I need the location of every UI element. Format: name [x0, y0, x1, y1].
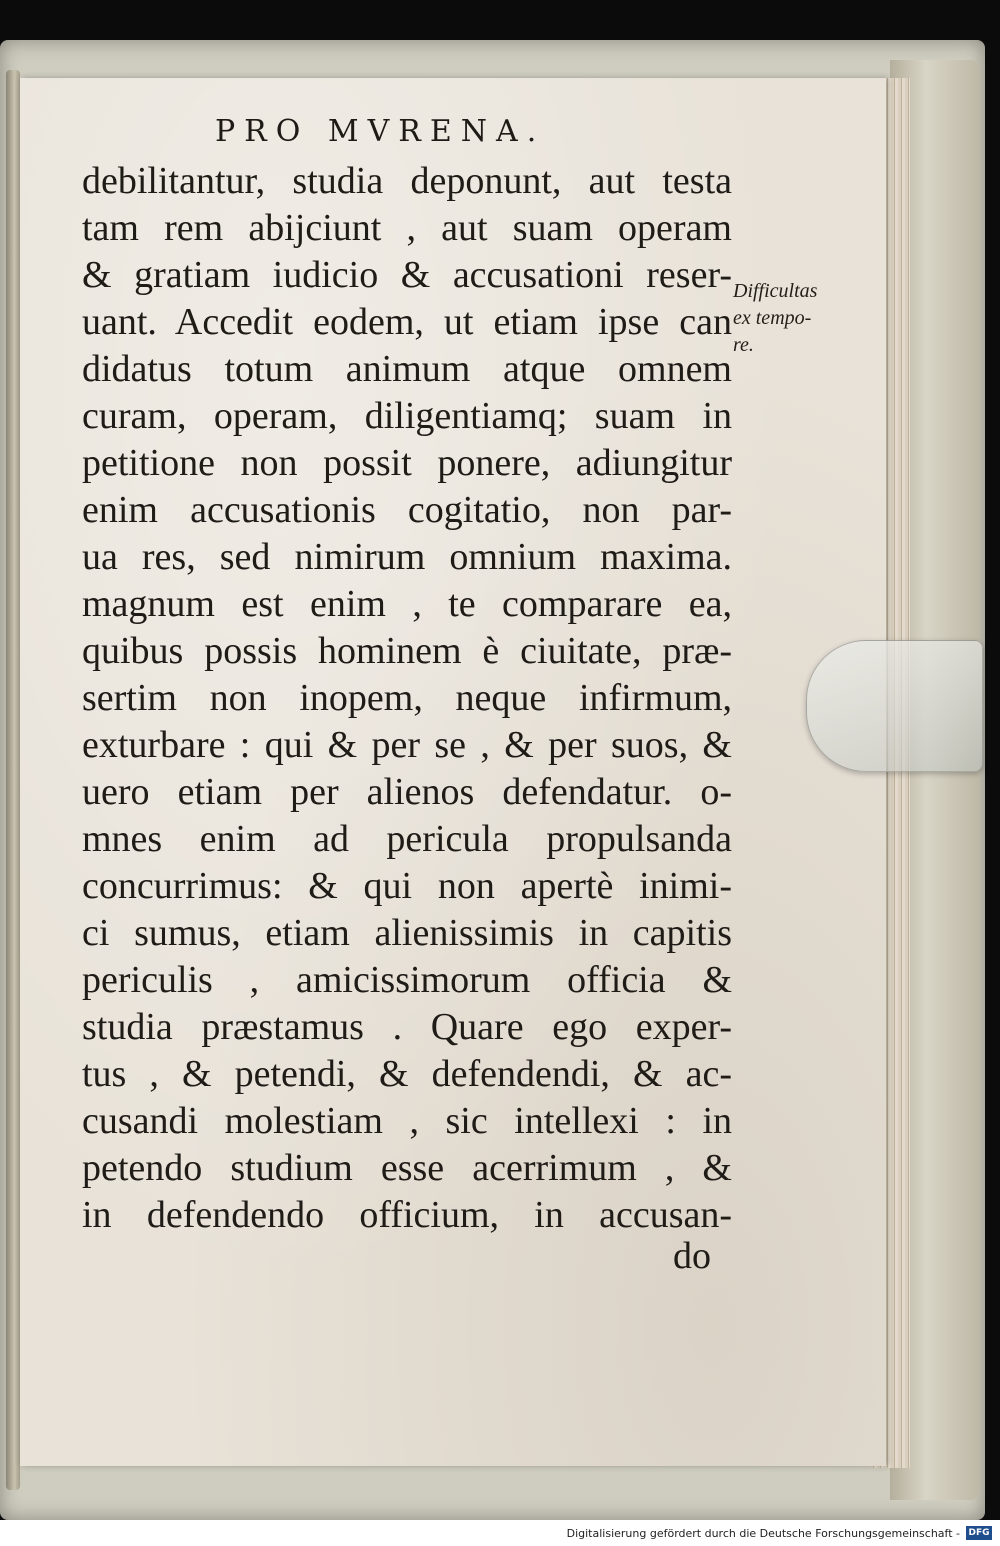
- text-line: ua res, sed nimirum omnium maxima.: [82, 536, 732, 578]
- text-line: didatus totum animum atque omnem: [82, 348, 732, 390]
- footer-bar: [0, 1520, 1000, 1546]
- text-line: magnum est enim , te comparare ea,: [82, 583, 732, 625]
- text-line: petitione non possit ponere, adiungitur: [82, 442, 732, 484]
- text-line: petendo studium esse acerrimum , &: [82, 1147, 732, 1189]
- running-head: PRO MVRENA.: [215, 114, 546, 149]
- text-line: in defendendo officium, in accusan-: [82, 1194, 732, 1236]
- body-text: [82, 158, 732, 1239]
- text-line: concurrimus: & qui non apertè inimi-: [82, 865, 732, 907]
- text-line: enim accusationis cogitatio, non par-: [82, 489, 732, 531]
- text-line: uero etiam per alienos defendatur. o-: [82, 771, 732, 813]
- text-line: debilitantur, studia deponunt, aut testa: [82, 160, 732, 202]
- footer-credit: Digitalisierung gefördert durch die Deutsche Forschungsgemeinschaft -: [566, 1527, 960, 1540]
- text-line: sertim non inopem, neque infirmum,: [82, 677, 732, 719]
- marginal-note-line: re.: [733, 334, 754, 356]
- text-line: exturbare : qui & per se , & per suos, &: [82, 724, 732, 766]
- text-line: cusandi molestiam , sic intellexi : in: [82, 1100, 732, 1142]
- text-line: periculis , amicissimorum officia &: [82, 959, 732, 1001]
- text-line: quibus possis hominem è ciuitate, præ-: [82, 630, 732, 672]
- text-line: uant. Accedit eodem, ut etiam ipse can: [82, 301, 732, 343]
- text-line: tus , & petendi, & defendendi, & ac-: [82, 1053, 732, 1095]
- book-spine-edge: [6, 70, 20, 1490]
- marginal-note: [733, 278, 863, 359]
- text-line: & gratiam iudicio & accusationi reser-: [82, 254, 732, 296]
- text-line: studia præstamus . Quare ego exper-: [82, 1006, 732, 1048]
- catchword: do: [673, 1235, 711, 1277]
- dfg-logo: DFG: [966, 1526, 992, 1540]
- text-line: mnes enim ad pericula propulsanda: [82, 818, 732, 860]
- text-line: ci sumus, etiam alienissimis in capitis: [82, 912, 732, 954]
- marginal-note-line: ex tempo-: [733, 307, 812, 329]
- text-line: tam rem abijciunt , aut suam operam: [82, 207, 732, 249]
- page-clip: [806, 640, 983, 772]
- marginal-note-line: Difficultas: [733, 280, 818, 302]
- text-line: curam, operam, diligentiamq; suam in: [82, 395, 732, 437]
